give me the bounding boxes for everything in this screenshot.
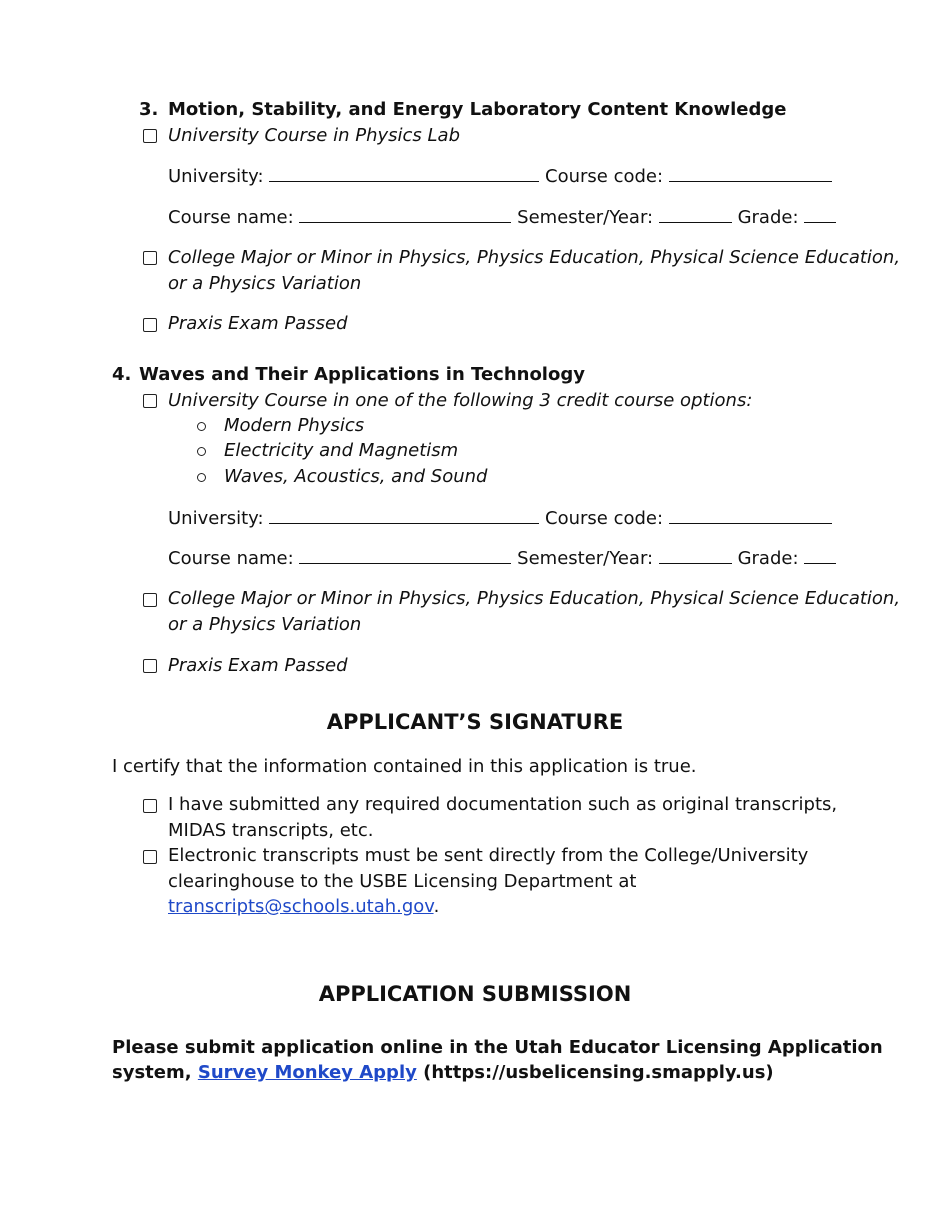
submission-line2 <box>112 1060 774 1086</box>
university-label: University: <box>168 508 264 529</box>
course-option-item: Electricity and Magnetism <box>224 440 459 461</box>
email-period: . <box>433 896 440 917</box>
electronic-transcripts-text: Electronic transcripts must be sent directly from the College/University <box>168 845 809 866</box>
section3-course-name-row <box>168 204 836 231</box>
course-option-item: Waves, Acoustics, and Sound <box>224 466 488 487</box>
section4-number: 4. <box>112 364 132 385</box>
semester-year-label: Semester/Year: <box>517 207 654 228</box>
section4-major-option: College Major or Minor in Physics, Physics Education, Physical Science Education, <box>168 588 901 609</box>
section4-course-option: University Course in one of the following 3 credit course options: <box>168 390 753 411</box>
documentation-text: I have submitted any required documentation such as original transcripts, <box>168 794 838 815</box>
course-code-label: Course code: <box>545 508 664 529</box>
semester-year-field[interactable] <box>659 545 732 564</box>
course-code-field[interactable] <box>669 505 832 524</box>
section4-praxis-option: Praxis Exam Passed <box>168 655 348 676</box>
section4-course-checkbox[interactable] <box>143 394 157 408</box>
submission-url: (https://usbelicensing.smapply.us) <box>423 1062 774 1083</box>
documentation-text-cont: MIDAS transcripts, etc. <box>168 820 374 841</box>
section4-university-row <box>168 505 832 532</box>
course-name-label: Course name: <box>168 548 294 569</box>
grade-label: Grade: <box>737 207 799 228</box>
course-name-label: Course name: <box>168 207 294 228</box>
signature-heading: APPLICANT’S SIGNATURE <box>326 710 624 734</box>
course-code-label: Course code: <box>545 166 664 187</box>
transcripts-email-line <box>168 894 439 920</box>
bullet-circle-icon <box>197 422 206 431</box>
electronic-transcripts-text-cont: clearinghouse to the USBE Licensing Department at <box>168 871 637 892</box>
section4-major-checkbox[interactable] <box>143 593 157 607</box>
submission-line1: Please submit application online in the Utah Educator Licensing Application <box>112 1037 883 1058</box>
section3-praxis-checkbox[interactable] <box>143 318 157 332</box>
section3-major-option-cont: or a Physics Variation <box>168 273 362 294</box>
submission-heading: APPLICATION SUBMISSION <box>318 982 632 1006</box>
section3-major-option: College Major or Minor in Physics, Physics Education, Physical Science Education, <box>168 247 901 268</box>
section3-praxis-option: Praxis Exam Passed <box>168 313 348 334</box>
grade-field[interactable] <box>804 204 836 223</box>
course-name-field[interactable] <box>299 204 511 223</box>
section3-course-option: University Course in Physics Lab <box>168 125 460 146</box>
section4-major-option-cont: or a Physics Variation <box>168 614 362 635</box>
section3-title: Motion, Stability, and Energy Laboratory Content Knowledge <box>168 99 787 120</box>
transcripts-email-link[interactable]: transcripts@schools.utah.gov <box>168 896 434 917</box>
university-label: University: <box>168 166 264 187</box>
section3-major-checkbox[interactable] <box>143 251 157 265</box>
submission-line2-prefix: system, <box>112 1062 192 1083</box>
electronic-transcripts-checkbox[interactable] <box>143 850 157 864</box>
section4-praxis-checkbox[interactable] <box>143 659 157 673</box>
course-option-item: Modern Physics <box>224 415 365 436</box>
bullet-circle-icon <box>197 447 206 456</box>
section3-number: 3. <box>139 99 159 120</box>
section4-course-name-row <box>168 545 836 572</box>
bullet-circle-icon <box>197 473 206 482</box>
section4-title: Waves and Their Applications in Technology <box>139 364 585 385</box>
grade-label: Grade: <box>737 548 799 569</box>
grade-field[interactable] <box>804 545 836 564</box>
section3-university-row <box>168 163 832 190</box>
certify-statement: I certify that the information contained in this application is true. <box>112 756 697 777</box>
university-field[interactable] <box>269 505 539 524</box>
course-code-field[interactable] <box>669 163 832 182</box>
course-name-field[interactable] <box>299 545 511 564</box>
documentation-checkbox[interactable] <box>143 799 157 813</box>
university-field[interactable] <box>269 163 539 182</box>
semester-year-label: Semester/Year: <box>517 548 654 569</box>
section3-course-checkbox[interactable] <box>143 129 157 143</box>
semester-year-field[interactable] <box>659 204 732 223</box>
survey-monkey-apply-link[interactable]: Survey Monkey Apply <box>197 1062 417 1083</box>
